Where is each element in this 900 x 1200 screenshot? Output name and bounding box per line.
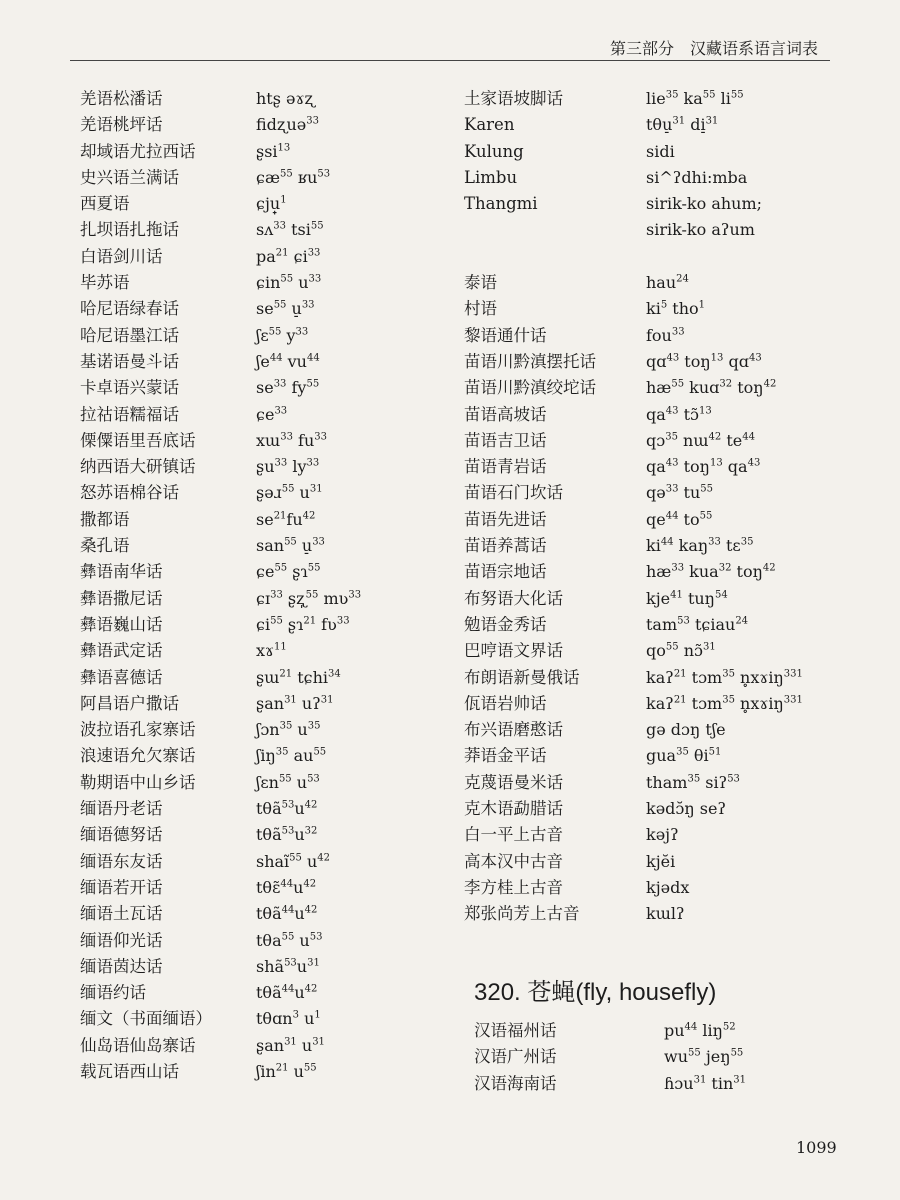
language-name: 羌语松潘话 — [80, 89, 163, 108]
word-form: ʂan$^{31}$ $u^{31}$ — [256, 1035, 325, 1055]
language-name: 布朗语新曼俄话 — [464, 667, 580, 687]
word-form: ʃɔn$^{35}$ $u^{35}$ — [256, 720, 321, 740]
language-name: 苗语养蒿话 — [464, 536, 547, 556]
word-form: kaʔ$^{21}$ tɔm$^{35}$ n̥xɤiŋ$^{331}$ — [646, 693, 803, 713]
language-name: 扎坝语扎拖话 — [80, 220, 179, 240]
word-form: kəjʔ — [646, 825, 679, 845]
word-form: $t\theta ã^{53}u^{42}$ — [256, 799, 318, 819]
word-form: fou$^{33}$ — [646, 325, 685, 345]
word-form: $t\theta ɛ̃^{44}u^{42}$ — [256, 877, 317, 897]
language-name: 傈僳语里吾底话 — [80, 430, 196, 450]
language-name: 勉语金秀话 — [464, 614, 547, 634]
word-form: tθɑn$^3$ $u^1$ — [256, 1009, 321, 1029]
word-form: qə$^{33}$ $tu^{55}$ — [646, 483, 714, 503]
language-name: 布兴语磨憨话 — [464, 720, 563, 740]
language-name: 毕苏语 — [80, 273, 130, 293]
word-form: sʌ$^{33}$ tsi$^{55}$ — [256, 220, 324, 240]
word-form: ɦɔu$^{31}$ tin$^{31}$ — [664, 1073, 746, 1093]
word-form: ɕɪ$^{33}$ ʂʐ̩$^{55}$ mʋ$^{33}$ — [256, 588, 362, 608]
header-rule — [70, 60, 830, 61]
word-form: lie$^{35}$ $ka^{55}$ $li^{55}$ — [646, 89, 744, 108]
language-name: 汉语福州话 — [474, 1021, 557, 1040]
word-form: kjĕi — [646, 851, 676, 871]
language-name: 苗语先进话 — [464, 509, 547, 529]
word-form: tham$^{35}$ siʔ$^{53}$ — [646, 772, 740, 792]
word-form: $wu^{55}$ jeŋ$^{55}$ — [664, 1047, 744, 1067]
language-name: 黎语通什话 — [464, 325, 547, 345]
language-name: 哈尼语墨江话 — [80, 325, 179, 345]
language-name: 苗语川黔滇摆托话 — [464, 351, 596, 371]
word-form: kədɔ̆ŋ seʔ — [646, 799, 727, 819]
word-form: $t\theta ã^{44}u^{42}$ — [256, 904, 318, 924]
word-form: ʂəɹ$^{55}$ $u^{31}$ — [256, 483, 323, 503]
language-name: 缅语东友话 — [80, 851, 163, 871]
language-name: 莽语金平话 — [464, 746, 547, 766]
word-form: qɔ$^{35}$ nɯ$^{42}$ $te^{44}$ — [646, 430, 755, 450]
language-name: 郑张尚芳上古音 — [464, 904, 580, 924]
word-form: $pu^{44}$ liŋ$^{52}$ — [664, 1021, 736, 1040]
language-name: 苗语青岩话 — [464, 457, 547, 477]
language-name: 高本汉中古音 — [464, 851, 563, 871]
word-form: ʃin$^{21}$ $u^{55}$ — [256, 1061, 317, 1081]
word-form: $qe^{44}$ $to^{55}$ — [646, 509, 713, 529]
language-name: 羌语桃坪话 — [80, 115, 163, 135]
word-form: ɕe$^{55}$ ʂɿ$^{55}$ — [256, 562, 321, 582]
language-name: 李方桂上古音 — [464, 877, 563, 897]
word-form: $ki^{44}$ kaŋ$^{33}$ tɛ$^{35}$ — [646, 536, 754, 556]
language-name: 汉语广州话 — [474, 1047, 557, 1067]
language-name: 缅语丹老话 — [80, 799, 163, 819]
language-name: 波拉语孔家寨话 — [80, 720, 196, 740]
language-name: Karen — [464, 115, 515, 135]
language-name: 怒苏语棉谷话 — [80, 483, 179, 503]
word-form: ʃe$^{44}$ $vu^{44}$ — [256, 351, 320, 371]
word-form: xɯ$^{33}$ $fu^{33}$ — [256, 430, 327, 450]
language-name: 汉语海南话 — [474, 1073, 557, 1093]
language-name: 缅语约话 — [80, 983, 146, 1003]
language-name: 浪速语允欠寨话 — [80, 746, 196, 766]
word-form: si^ʔdhi:mba — [646, 167, 748, 187]
language-name: 史兴语兰满话 — [80, 167, 179, 187]
word-form: $hæ^{55}$ kuɑ$^{32}$ toŋ$^{42}$ — [646, 378, 777, 398]
language-name: 彝语巍山话 — [80, 614, 163, 634]
word-form: ʂan$^{31}$ uʔ$^{31}$ — [256, 693, 334, 713]
word-form: $qa^{43}$ toŋ$^{13}$ $qa^{43}$ — [646, 457, 761, 477]
word-form: hau$^{24}$ — [646, 273, 689, 293]
word-form: ɕæ$^{55}$ ʁu$^{53}$ — [256, 167, 331, 187]
language-name: 佤语岩帅话 — [464, 693, 547, 713]
word-form: tam$^{53}$ tɕiau$^{24}$ — [646, 614, 749, 634]
language-name: 拉祜语糯福话 — [80, 404, 179, 424]
language-name: 彝语武定话 — [80, 641, 163, 661]
word-form: kaʔ$^{21}$ tɔm$^{35}$ n̥xɤiŋ$^{331}$ — [646, 667, 803, 687]
word-form: $ki^5$ tho$^1$ — [646, 299, 706, 319]
language-name: 载瓦语西山话 — [80, 1061, 179, 1081]
word-form: ʃɛn$^{55}$ $u^{53}$ — [256, 772, 320, 792]
language-name: 彝语喜德话 — [80, 667, 163, 687]
word-form: shaĩ$^{55}$ $u^{42}$ — [256, 851, 331, 871]
section-heading — [474, 972, 716, 1007]
word-form: $se^{21}fu^{42}$ — [256, 509, 316, 529]
language-name: 布努语大化话 — [464, 588, 563, 608]
language-name: 阿昌语户撒话 — [80, 693, 179, 713]
word-form: xɤ$^{11}$ — [256, 641, 287, 661]
word-form: $qa^{43}$ tɔ̃$^{13}$ — [646, 404, 712, 424]
language-name: 克蔑语曼米话 — [464, 772, 563, 792]
running-header: 第三部分 汉藏语系语言词表 — [610, 39, 819, 58]
word-form: $qo^{55}$ nɔ̃$^{31}$ — [646, 641, 716, 661]
language-name: 白一平上古音 — [464, 825, 563, 845]
language-name: 苗语川黔滇绞坨话 — [464, 378, 596, 398]
language-name: 克木语勐腊话 — [464, 799, 563, 819]
word-form: $se^{55}$ u̠$^{33}$ — [256, 299, 315, 319]
word-form: $se^{33}$ $fy^{55}$ — [256, 378, 320, 398]
word-form: kjədx — [646, 877, 690, 897]
word-form: sirik-ko ahum; — [646, 194, 763, 214]
word-form: $t\theta ã^{53}u^{32}$ — [256, 825, 318, 845]
language-name: 基诺语曼斗话 — [80, 351, 179, 371]
word-form: $shã^{53}u^{31}$ — [256, 956, 320, 976]
word-form: ʂɯ$^{21}$ tɕhi$^{34}$ — [256, 667, 341, 687]
language-name: 撒都语 — [80, 509, 130, 529]
section-title-en: (fly, housefly) — [575, 979, 717, 1006]
language-name: Thangmi — [464, 194, 538, 214]
word-form: ʂsi$^{13}$ — [256, 141, 291, 161]
language-name: 村语 — [464, 299, 497, 319]
word-form: kje$^{41}$ tuŋ$^{54}$ — [646, 588, 728, 608]
language-name: Kulung — [464, 141, 524, 161]
language-name: 仙岛语仙岛寨话 — [80, 1035, 196, 1055]
language-name: 苗语高坡话 — [464, 404, 547, 424]
word-form: gua$^{35}$ $\theta i^{51}$ — [646, 746, 722, 766]
language-name: 却域语尤拉西话 — [80, 141, 196, 161]
language-name: 苗语吉卫话 — [464, 430, 547, 450]
language-name: 勒期语中山乡话 — [80, 772, 196, 792]
language-name: 缅语茵达话 — [80, 956, 163, 976]
language-name: 哈尼语绿春话 — [80, 299, 179, 319]
language-name: 缅语仰光话 — [80, 930, 163, 950]
language-name: Limbu — [464, 167, 518, 187]
language-name: 缅语若开话 — [80, 877, 163, 897]
language-name: 西夏语 — [80, 194, 130, 214]
word-form: qɑ$^{43}$ toŋ$^{13}$ qɑ$^{43}$ — [646, 351, 762, 371]
language-name: 纳西语大研镇话 — [80, 457, 196, 477]
word-form: ʃiŋ$^{35}$ $au^{55}$ — [256, 746, 327, 766]
word-form: tθa$^{55}$ $u^{53}$ — [256, 930, 323, 950]
word-form: ɕi$^{55}$ ʂɿ$^{21}$ fʋ$^{33}$ — [256, 614, 350, 634]
word-form: $hæ^{33}$ kua$^{32}$ toŋ$^{42}$ — [646, 562, 776, 582]
word-form: kɯlʔ — [646, 904, 685, 924]
section-number: 320. — [474, 979, 521, 1006]
page-number: 1099 — [796, 1138, 837, 1157]
word-form: ʃɛ$^{55}$ $y^{33}$ — [256, 325, 309, 345]
word-form: sidi — [646, 141, 675, 161]
word-form: sirik-ko aʔum — [646, 220, 755, 240]
language-name: 缅文（书面缅语） — [80, 1009, 212, 1029]
word-form: ɕe$^{33}$ — [256, 404, 288, 424]
language-name: 土家语坡脚话 — [464, 89, 563, 108]
section-title-cn: 苍蝇 — [527, 978, 576, 1006]
language-name: 彝语南华话 — [80, 562, 163, 582]
word-form: $t\theta ã^{44}u^{42}$ — [256, 983, 318, 1003]
language-name: 苗语石门坎话 — [464, 483, 563, 503]
language-name: 白语剑川话 — [80, 246, 163, 266]
word-form: htʂ əɤʐ — [256, 89, 315, 108]
word-form: ɕju̟$^1$ — [256, 194, 287, 214]
language-name: 巴哼语文界话 — [464, 641, 563, 661]
word-form: fidʐuə$^{33}$ — [256, 115, 319, 135]
language-name: 泰语 — [464, 273, 497, 293]
language-name: 彝语撒尼话 — [80, 588, 163, 608]
language-name: 卡卓语兴蒙话 — [80, 378, 179, 398]
language-name: 苗语宗地话 — [464, 562, 547, 582]
language-name: 缅语土瓦话 — [80, 904, 163, 924]
word-form: gə dɔŋ tʃe — [646, 720, 726, 740]
word-form: ʂu$^{33}$ $ly^{33}$ — [256, 457, 320, 477]
word-form: ɕin$^{55}$ $u^{33}$ — [256, 273, 322, 293]
word-form: san$^{55}$ u̠$^{33}$ — [256, 536, 325, 556]
language-name: 桑孔语 — [80, 536, 130, 556]
language-name: 缅语德努话 — [80, 825, 163, 845]
word-form: $pa^{21}$ ɕi$^{33}$ — [256, 246, 321, 266]
word-form: tθu̠$^{31}$ di̠$^{31}$ — [646, 115, 719, 135]
